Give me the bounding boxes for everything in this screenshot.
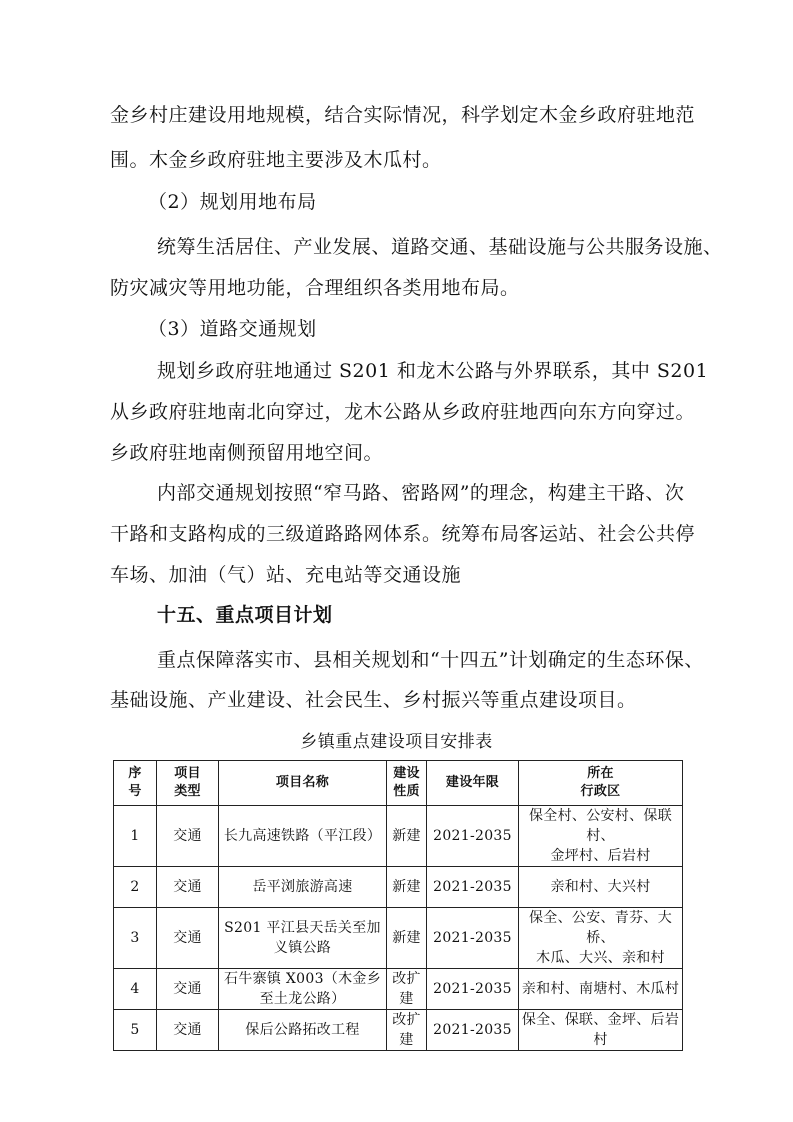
- cell-years: 2021-2035: [427, 806, 519, 867]
- body-line: 规划乡政府驻地通过 S201 和龙木公路与外界联系，其中 S201: [157, 360, 709, 382]
- subheading-land-layout: （2）规划用地布局: [148, 191, 317, 213]
- cell-years: 2021-2035: [427, 969, 519, 1010]
- subheading-road-planning: （3）道路交通规划: [148, 318, 317, 340]
- cell-nature: 新建: [387, 908, 427, 969]
- header-no: 序 号: [114, 761, 157, 806]
- body-line: 从乡政府驻地南北向穿过，龙木公路从乡政府驻地西向东方向穿过。: [110, 401, 696, 423]
- table-row: [114, 867, 683, 908]
- table-row: [114, 969, 683, 1010]
- cell-name: 长九高速铁路（平江段）: [219, 806, 387, 867]
- cell-name: 岳平浏旅游高速: [219, 867, 387, 908]
- cell-type: 交通: [157, 908, 219, 969]
- cell-nature: 新建: [387, 867, 427, 908]
- cell-area: 亲和村、大兴村: [519, 867, 683, 908]
- cell-type: 交通: [157, 867, 219, 908]
- section-heading: 十五、重点项目计划: [157, 604, 333, 626]
- cell-no: 3: [114, 908, 157, 969]
- body-line: 统筹生活居住、产业发展、道路交通、基础设施与公共服务设施、: [157, 236, 723, 258]
- cell-years: 2021-2035: [427, 908, 519, 969]
- cell-nature: 改扩 建: [387, 969, 427, 1010]
- cell-area: 保全村、公安村、保联村、 金坪村、后岩村: [519, 806, 683, 867]
- header-nature: 建设 性质: [387, 761, 427, 806]
- cell-nature: 改扩 建: [387, 1010, 427, 1051]
- body-line: 干路和支路构成的三级道路路网体系。统筹布局客运站、社会公共停: [110, 523, 696, 545]
- body-line: 重点保障落实市、县相关规划和“十四五”计划确定的生态环保、: [157, 649, 704, 671]
- project-table: [113, 760, 683, 1051]
- table-row: [114, 1010, 683, 1051]
- table-caption: 乡镇重点建设项目安排表: [300, 732, 493, 752]
- cell-no: 5: [114, 1010, 157, 1051]
- cell-name: S201 平江县天岳关至加 义镇公路: [219, 908, 387, 969]
- cell-type: 交通: [157, 806, 219, 867]
- cell-no: 4: [114, 969, 157, 1010]
- cell-nature: 新建: [387, 806, 427, 867]
- table-row: [114, 806, 683, 867]
- table-header-row: [114, 761, 683, 806]
- header-area: 所在 行政区: [519, 761, 683, 806]
- body-line: 围。木金乡政府驻地主要涉及木瓜村。: [110, 149, 442, 171]
- body-line: 车场、加油（气）站、充电站等交通设施: [110, 564, 462, 586]
- table-row: [114, 908, 683, 969]
- body-line: 内部交通规划按照“窄马路、密路网”的理念，构建主干路、次: [157, 482, 685, 504]
- cell-type: 交通: [157, 1010, 219, 1051]
- header-years: 建设年限: [427, 761, 519, 806]
- body-line: 基础设施、产业建设、社会民生、乡村振兴等重点建设项目。: [110, 689, 637, 711]
- cell-no: 2: [114, 867, 157, 908]
- header-type: 项目 类型: [157, 761, 219, 806]
- cell-type: 交通: [157, 969, 219, 1010]
- cell-name: 保后公路拓改工程: [219, 1010, 387, 1051]
- cell-years: 2021-2035: [427, 867, 519, 908]
- header-name: 项目名称: [219, 761, 387, 806]
- cell-name: 石牛寨镇 X003（木金乡 至土龙公路）: [219, 969, 387, 1010]
- cell-area: 亲和村、南塘村、木瓜村: [519, 969, 683, 1010]
- cell-years: 2021-2035: [427, 1010, 519, 1051]
- body-line: 金乡村庄建设用地规模，结合实际情况，科学划定木金乡政府驻地范: [110, 104, 696, 126]
- body-line: 防灾减灾等用地功能，合理组织各类用地布局。: [110, 277, 520, 299]
- cell-area: 保全、保联、金坪、后岩村: [519, 1010, 683, 1051]
- cell-area: 保全、公安、青芬、大桥、 木瓜、大兴、亲和村: [519, 908, 683, 969]
- body-line: 乡政府驻地南侧预留用地空间。: [110, 442, 384, 464]
- cell-no: 1: [114, 806, 157, 867]
